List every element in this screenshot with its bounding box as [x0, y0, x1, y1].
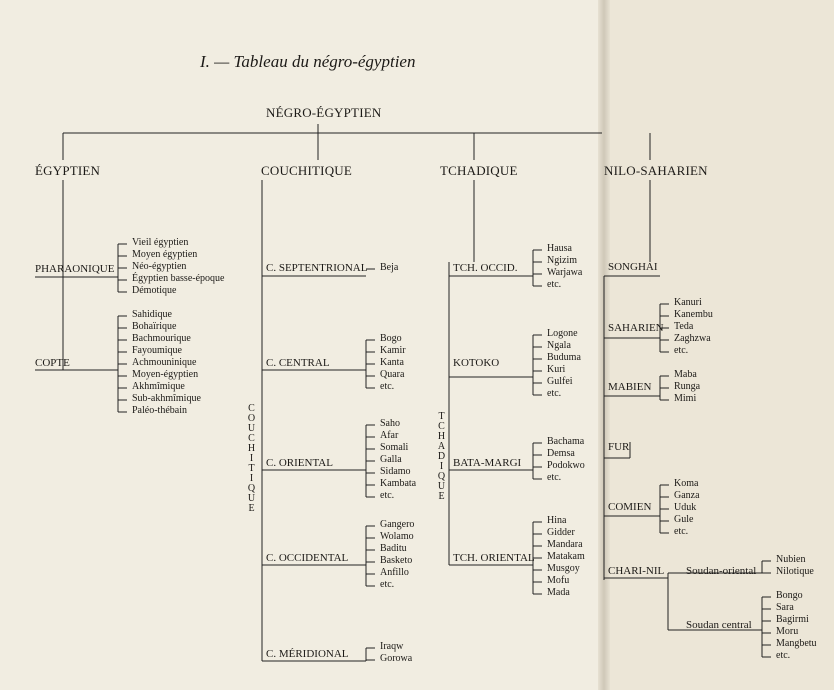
leaf-language: Kambata — [380, 478, 417, 489]
leaf-language: Mofu — [547, 575, 570, 586]
leaf-language: Warjawa — [547, 267, 583, 278]
leaf-language: Gidder — [547, 527, 575, 538]
leaf-language: etc. — [776, 650, 791, 661]
group-label: C. ORIENTAL — [266, 457, 333, 469]
leaf-language: etc. — [380, 490, 395, 501]
leaf-language: Gangero — [380, 519, 415, 530]
group-label: KOTOKO — [453, 357, 500, 369]
leaf-language: Paléo-thébain — [132, 405, 187, 416]
leaf-language: Quara — [380, 369, 405, 380]
leaf-language: Moru — [776, 626, 799, 637]
leaf-language: Démotique — [132, 285, 177, 296]
leaf-language: Achmouninique — [132, 357, 197, 368]
leaf-language: Podokwo — [547, 460, 585, 471]
leaf-language: Ngala — [547, 340, 571, 351]
leaf-language: Bogo — [380, 333, 402, 344]
leaf-language: Musgoy — [547, 563, 580, 574]
leaf-language: Gulfei — [547, 376, 573, 387]
leaf-language: Beja — [380, 262, 399, 273]
leaf-language: Kanembu — [674, 309, 713, 320]
leaf-language: Saho — [380, 418, 400, 429]
leaf-language: etc. — [547, 388, 562, 399]
leaf-language: Hina — [547, 515, 567, 526]
leaf-language: Égyptien basse-époque — [132, 273, 225, 284]
leaf-language: etc. — [674, 345, 689, 356]
group-label: C. MÉRIDIONAL — [266, 648, 349, 660]
leaf-language: Gorowa — [380, 653, 413, 664]
leaf-language: Somali — [380, 442, 409, 453]
group-label: TCH. ORIENTAL — [453, 552, 535, 564]
group-label: CHARI-NIL — [608, 565, 665, 577]
leaf-language: Vieil égyptien — [132, 237, 189, 248]
vertical-couchitique: COUCHITIQUE — [247, 403, 256, 514]
leaf-language: Koma — [674, 478, 699, 489]
group-label: PHARAONIQUE — [35, 263, 115, 275]
leaf-language: Sahidique — [132, 309, 172, 320]
branch-label-egyptien: ÉGYPTIEN — [35, 163, 101, 178]
leaf-language: Teda — [674, 321, 694, 332]
leaf-language: Runga — [674, 381, 701, 392]
leaf-language: Kanuri — [674, 297, 702, 308]
leaf-language: Basketo — [380, 555, 413, 566]
leaf-language: Ngizim — [547, 255, 577, 266]
leaf-language: Sara — [776, 602, 794, 613]
leaf-language: Moyen-égyptien — [132, 369, 199, 380]
leaf-language: Bachmourique — [132, 333, 191, 344]
branch-label-tchadique: TCHADIQUE — [440, 163, 518, 178]
leaf-language: Gule — [674, 514, 694, 525]
leaf-language: etc. — [674, 526, 689, 537]
leaf-language: Bachama — [547, 436, 585, 447]
leaf-language: Baditu — [380, 543, 407, 554]
leaf-language: Ganza — [674, 490, 700, 501]
leaf-language: Logone — [547, 328, 578, 339]
leaf-language: Mangbetu — [776, 638, 817, 649]
leaf-language: Buduma — [547, 352, 581, 363]
leaf-language: Fayoumique — [132, 345, 182, 356]
group-label: C. SEPTENTRIONAL — [266, 262, 368, 274]
group-label: FUR — [608, 441, 630, 453]
group-label: C. CENTRAL — [266, 357, 330, 369]
leaf-language: Moyen égyptien — [132, 249, 198, 260]
group-label: MABIEN — [608, 381, 652, 393]
leaf-language: Zaghzwa — [674, 333, 711, 344]
subgroup-label: Soudan central — [686, 619, 752, 631]
leaf-language: Bohaïrique — [132, 321, 177, 332]
leaf-language: etc. — [547, 279, 562, 290]
branch-label-nilo: NILO-SAHARIEN — [604, 163, 708, 178]
leaf-language: Nubien — [776, 554, 806, 565]
leaf-language: Néo-égyptien — [132, 261, 187, 272]
group-label: C. OCCIDENTAL — [266, 552, 349, 564]
group-label: SAHARIEN — [608, 322, 664, 334]
leaf-language: etc. — [380, 381, 395, 392]
branch-label-couchitique: COUCHITIQUE — [261, 163, 353, 178]
group-label: COMIEN — [608, 501, 652, 513]
leaf-language: Akhmîmique — [132, 381, 185, 392]
leaf-language: Hausa — [547, 243, 572, 254]
subgroup-label: Soudan-oriental — [686, 565, 757, 577]
leaf-language: etc. — [380, 579, 395, 590]
table-title: I. — Tableau du négro-égyptien — [200, 52, 416, 71]
leaf-language: Matakam — [547, 551, 585, 562]
leaf-language: Nilotique — [776, 566, 814, 577]
leaf-language: Mimi — [674, 393, 697, 404]
vertical-tchadique: TCHADIQUE — [437, 411, 446, 502]
leaf-language: Anfillo — [380, 567, 409, 578]
leaf-language: Kanta — [380, 357, 404, 368]
leaf-language: Kuri — [547, 364, 566, 375]
leaf-language: Uduk — [674, 502, 697, 513]
leaf-language: Sidamo — [380, 466, 411, 477]
group-label: TCH. OCCID. — [453, 262, 518, 274]
leaf-language: Maba — [674, 369, 697, 380]
leaf-language: Bagirmi — [776, 614, 809, 625]
leaf-language: Mada — [547, 587, 570, 598]
leaf-language: Galla — [380, 454, 402, 465]
group-label: SONGHAI — [608, 261, 658, 273]
leaf-language: etc. — [547, 472, 562, 483]
leaf-language: Bongo — [776, 590, 803, 601]
leaf-language: Mandara — [547, 539, 583, 550]
leaf-language: Iraqw — [380, 641, 404, 652]
root-node-label: NÉGRO-ÉGYPTIEN — [266, 105, 382, 120]
leaf-language: Wolamo — [380, 531, 414, 542]
leaf-language: Sub-akhmîmique — [132, 393, 201, 404]
leaf-language: Afar — [380, 430, 399, 441]
leaf-language: Kamir — [380, 345, 406, 356]
leaf-language: Demsa — [547, 448, 575, 459]
group-label: BATA-MARGI — [453, 457, 522, 469]
group-label: COPTE — [35, 357, 70, 369]
